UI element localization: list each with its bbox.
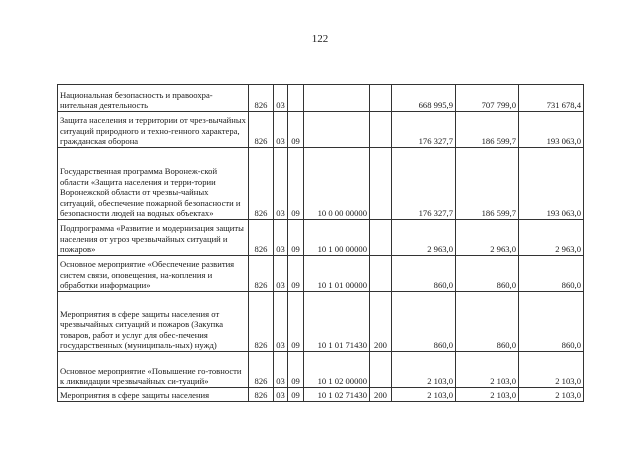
expense-type-code: 200 (370, 292, 392, 352)
table-row (58, 220, 584, 256)
table-row (58, 85, 584, 112)
amount-year-2: 860,0 (456, 292, 519, 352)
amount-year-2: 707 799,0 (456, 85, 519, 112)
ministry-code: 826 (249, 85, 274, 112)
row-name: Основное мероприятие «Обеспечение развития систем связи, оповещения, на-копления и обработки информации» (58, 256, 249, 292)
subsection-code: 09 (288, 292, 304, 352)
amount-year-2: 860,0 (456, 256, 519, 292)
table-row (58, 388, 584, 402)
section-code: 03 (274, 292, 288, 352)
target-article-code: 10 0 00 00000 (304, 148, 370, 220)
section-code: 03 (274, 220, 288, 256)
budget-table (57, 84, 584, 402)
amount-year-3: 193 063,0 (519, 148, 584, 220)
row-name: Мероприятия в сфере защиты населения от чрезвычайных ситуаций и пожаров (Закупка товаров, работ и услуг для обес-печения государственных (муниципаль-ных) нужд) (58, 292, 249, 352)
row-name: Государственная программа Воронеж-ской области «Защита населения и терри-тории Воронежской области от чрезвы-чайных ситуаций, обеспечение пожарной безопасности и безопасности людей на водных объектах» (58, 148, 249, 220)
section-code: 03 (274, 112, 288, 148)
table-row (58, 292, 584, 352)
amount-year-1: 176 327,7 (392, 112, 456, 148)
target-article-code (304, 85, 370, 112)
table-row (58, 256, 584, 292)
row-name: Подпрограмма «Развитие и модернизация защиты населения от угроз чрезвычайных ситуаций и пожаров» (58, 220, 249, 256)
ministry-code: 826 (249, 292, 274, 352)
amount-year-3: 2 103,0 (519, 352, 584, 388)
row-name: Защита населения и территории от чрез-вычайных ситуаций природного и техно-генного характера, гражданская оборона (58, 112, 249, 148)
amount-year-1: 176 327,7 (392, 148, 456, 220)
table-row (58, 352, 584, 388)
section-code: 03 (274, 256, 288, 292)
row-name: Национальная безопасность и правоохра-нительная деятельность (58, 85, 249, 112)
subsection-code: 09 (288, 256, 304, 292)
target-article-code: 10 1 02 71430 (304, 388, 370, 402)
table-row (58, 112, 584, 148)
amount-year-3: 2 103,0 (519, 388, 584, 402)
amount-year-1: 860,0 (392, 292, 456, 352)
amount-year-3: 860,0 (519, 256, 584, 292)
amount-year-2: 186 599,7 (456, 112, 519, 148)
amount-year-2: 186 599,7 (456, 148, 519, 220)
table-row (58, 148, 584, 220)
target-article-code (304, 112, 370, 148)
section-code: 03 (274, 85, 288, 112)
subsection-code (288, 85, 304, 112)
amount-year-2: 2 103,0 (456, 388, 519, 402)
row-name: Основное мероприятие «Повышение го-товности к ликвидации чрезвычайных си-туаций» (58, 352, 249, 388)
target-article-code: 10 1 01 00000 (304, 256, 370, 292)
target-article-code: 10 1 00 00000 (304, 220, 370, 256)
ministry-code: 826 (249, 352, 274, 388)
ministry-code: 826 (249, 220, 274, 256)
amount-year-1: 2 963,0 (392, 220, 456, 256)
amount-year-3: 193 063,0 (519, 112, 584, 148)
amount-year-3: 731 678,4 (519, 85, 584, 112)
amount-year-2: 2 103,0 (456, 352, 519, 388)
subsection-code: 09 (288, 148, 304, 220)
section-code: 03 (274, 148, 288, 220)
amount-year-3: 2 963,0 (519, 220, 584, 256)
expense-type-code (370, 220, 392, 256)
subsection-code: 09 (288, 352, 304, 388)
amount-year-1: 2 103,0 (392, 352, 456, 388)
section-code: 03 (274, 388, 288, 402)
ministry-code: 826 (249, 256, 274, 292)
expense-type-code: 200 (370, 388, 392, 402)
ministry-code: 826 (249, 112, 274, 148)
target-article-code: 10 1 01 71430 (304, 292, 370, 352)
subsection-code: 09 (288, 220, 304, 256)
amount-year-1: 2 103,0 (392, 388, 456, 402)
amount-year-2: 2 963,0 (456, 220, 519, 256)
target-article-code: 10 1 02 00000 (304, 352, 370, 388)
page-number: 122 (311, 33, 329, 45)
row-name: Мероприятия в сфере защиты населения (58, 388, 249, 402)
section-code: 03 (274, 352, 288, 388)
amount-year-1: 668 995,9 (392, 85, 456, 112)
amount-year-1: 860,0 (392, 256, 456, 292)
amount-year-3: 860,0 (519, 292, 584, 352)
expense-type-code (370, 256, 392, 292)
subsection-code: 09 (288, 388, 304, 402)
subsection-code: 09 (288, 112, 304, 148)
expense-type-code (370, 352, 392, 388)
expense-type-code (370, 148, 392, 220)
ministry-code: 826 (249, 388, 274, 402)
expense-type-code (370, 85, 392, 112)
expense-type-code (370, 112, 392, 148)
ministry-code: 826 (249, 148, 274, 220)
